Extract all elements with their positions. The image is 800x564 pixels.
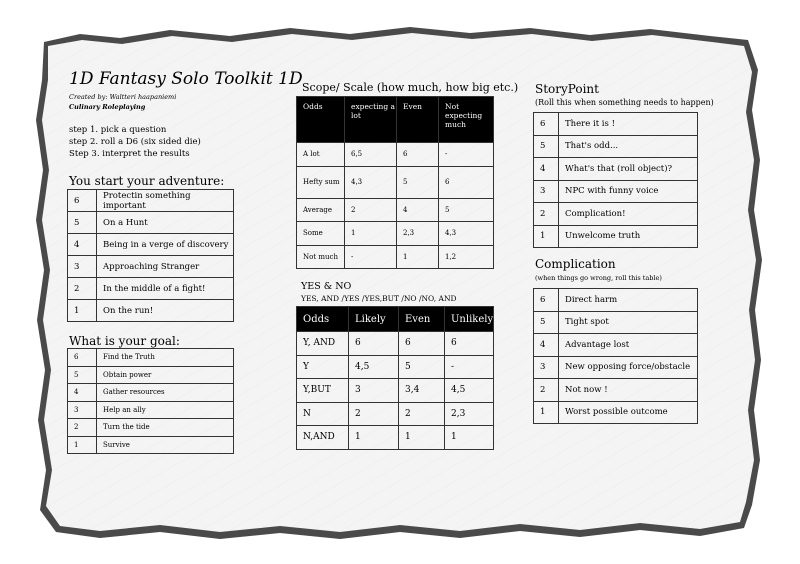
result-text: On a Hunt (97, 212, 234, 234)
table-row (534, 311, 698, 334)
result-text: Find the Truth (97, 349, 234, 367)
table-cell: Average (297, 198, 345, 222)
roll-value: 3 (534, 356, 559, 379)
roll-value: 2 (68, 419, 97, 437)
table-row (534, 356, 698, 379)
result-text: Gather resources (97, 384, 234, 402)
result-text: Complication! (559, 203, 698, 226)
table-row (297, 166, 494, 198)
roll-value: 3 (68, 401, 97, 419)
roll-value: 2 (534, 203, 559, 226)
table-cell: 2,3 (445, 402, 494, 426)
roll-value: 2 (534, 379, 559, 402)
result-text: Approaching Stranger (97, 256, 234, 278)
roll-value: 5 (534, 311, 559, 334)
table-cell: 3 (349, 379, 399, 403)
table-cell: Some (297, 222, 345, 246)
table-cell: Y (297, 355, 349, 379)
table-cell: 6 (349, 332, 399, 356)
table-cell: 2,3 (397, 222, 439, 246)
author-credit: Created by: Waltteri haapaniemi (69, 93, 177, 101)
roll-value: 4 (68, 234, 97, 256)
table-cell: 4,3 (345, 166, 397, 198)
scope-table (296, 96, 494, 269)
instructions (69, 124, 201, 160)
table-row (297, 402, 494, 426)
table-cell: - (439, 143, 494, 167)
complication-heading: Complication (535, 257, 616, 271)
result-text: New opposing force/obstacle (559, 356, 698, 379)
roll-value: 2 (68, 278, 97, 300)
table-cell: 5 (439, 198, 494, 222)
column-header: Likely (349, 307, 399, 332)
result-text: Help an ally (97, 401, 234, 419)
table-cell: 6 (445, 332, 494, 356)
result-text: On the run! (97, 300, 234, 322)
table-row (534, 180, 698, 203)
roll-value: 6 (534, 113, 559, 136)
roll-value: 1 (534, 401, 559, 424)
column-header: Odds (297, 307, 349, 332)
table-cell: 5 (397, 166, 439, 198)
table-row (68, 349, 234, 367)
result-text: Unwelcome truth (559, 225, 698, 248)
table-cell: 4,3 (439, 222, 494, 246)
table-cell: 2 (345, 198, 397, 222)
result-text: What's that (roll object)? (559, 158, 698, 181)
table-cell: 4 (397, 198, 439, 222)
step-3: Step 3. interpret the results (69, 149, 190, 159)
step-2: step 2. roll a D6 (six sided die) (69, 137, 201, 147)
table-row (534, 379, 698, 402)
column-header: Even (397, 97, 439, 143)
roll-value: 5 (534, 135, 559, 158)
table-row (534, 113, 698, 136)
result-text: That's odd... (559, 135, 698, 158)
result-text: Survive (97, 436, 234, 454)
table-row (297, 143, 494, 167)
table-cell: 1 (399, 426, 445, 450)
roll-value: 1 (68, 436, 97, 454)
storypoint-subheading: (Roll this when something needs to happen) (535, 98, 714, 107)
table-row (534, 158, 698, 181)
table-row (68, 401, 234, 419)
publisher-label: Culinary Roleplaying (69, 103, 146, 111)
table-row (534, 225, 698, 248)
table-row (68, 366, 234, 384)
roll-value: 6 (68, 190, 97, 212)
result-text: Protectin something important (97, 190, 234, 212)
roll-value: 4 (68, 384, 97, 402)
table-cell: - (445, 355, 494, 379)
table-cell: 6 (399, 332, 445, 356)
roll-value: 1 (534, 225, 559, 248)
roll-value: 4 (534, 334, 559, 357)
result-text: Being in a verge of discovery (97, 234, 234, 256)
table-row (534, 135, 698, 158)
roll-value: 4 (534, 158, 559, 181)
complication-subheading: (when things go wrong, roll this table) (535, 274, 662, 282)
table-row (68, 300, 234, 322)
table-row (297, 426, 494, 450)
table-row (297, 379, 494, 403)
result-text: Advantage lost (559, 334, 698, 357)
result-text: Obtain power (97, 366, 234, 384)
yesno-table (296, 306, 494, 450)
table-header-row (297, 97, 494, 143)
table-row (68, 419, 234, 437)
page-title: 1D Fantasy Solo Toolkit 1D (69, 69, 303, 89)
table-row (68, 278, 234, 300)
column-header: Odds (297, 97, 345, 143)
table-cell: N (297, 402, 349, 426)
result-text: Not now ! (559, 379, 698, 402)
table-row (297, 332, 494, 356)
table-cell: 5 (399, 355, 445, 379)
result-text: Tight spot (559, 311, 698, 334)
result-text: There it is ! (559, 113, 698, 136)
table-row (297, 222, 494, 246)
table-cell: 2 (349, 402, 399, 426)
table-header-row (297, 307, 494, 332)
table-cell: Not much (297, 245, 345, 269)
table-row (297, 355, 494, 379)
table-row (68, 384, 234, 402)
yesno-heading: YES & NO (301, 281, 352, 292)
roll-value: 3 (68, 256, 97, 278)
table-cell: - (345, 245, 397, 269)
storypoint-heading: StoryPoint (535, 82, 599, 96)
result-text: NPC with funny voice (559, 180, 698, 203)
table-row (68, 256, 234, 278)
roll-value: 1 (68, 300, 97, 322)
table-cell: Y, AND (297, 332, 349, 356)
table-cell: 4,5 (445, 379, 494, 403)
storypoint-table (533, 112, 698, 248)
adventure-table (67, 189, 234, 322)
table-cell: Hefty sum (297, 166, 345, 198)
complication-table (533, 288, 698, 424)
table-cell: N,AND (297, 426, 349, 450)
table-cell: A lot (297, 143, 345, 167)
result-text: Worst possible outcome (559, 401, 698, 424)
roll-value: 5 (68, 212, 97, 234)
table-row (534, 203, 698, 226)
table-cell: 4,5 (349, 355, 399, 379)
roll-value: 3 (534, 180, 559, 203)
table-row (68, 212, 234, 234)
table-cell: 6 (439, 166, 494, 198)
table-row (534, 401, 698, 424)
table-cell: 1 (397, 245, 439, 269)
result-text: Turn the tide (97, 419, 234, 437)
adventure-heading: You start your adventure: (69, 174, 225, 188)
table-cell: 6,5 (345, 143, 397, 167)
result-text: In the middle of a fight! (97, 278, 234, 300)
table-cell: 1,2 (439, 245, 494, 269)
step-1: step 1. pick a question (69, 125, 167, 135)
result-text: Direct harm (559, 289, 698, 312)
goal-heading: What is your goal: (69, 334, 180, 348)
roll-value: 6 (68, 349, 97, 367)
table-row (534, 289, 698, 312)
table-cell: 1 (345, 222, 397, 246)
table-cell: Y,BUT (297, 379, 349, 403)
scope-heading: Scope/ Scale (how much, how big etc.) (302, 81, 519, 94)
column-header: Even (399, 307, 445, 332)
table-row (68, 190, 234, 212)
table-cell: 3,4 (399, 379, 445, 403)
table-row (534, 334, 698, 357)
roll-value: 6 (534, 289, 559, 312)
table-cell: 1 (445, 426, 494, 450)
table-row (68, 234, 234, 256)
roll-value: 5 (68, 366, 97, 384)
table-row (68, 436, 234, 454)
table-cell: 1 (349, 426, 399, 450)
column-header: Not expecting much (439, 97, 494, 143)
goal-table (67, 348, 234, 454)
yesno-subheading: YES, AND /YES /YES,BUT /NO /NO, AND (301, 294, 457, 303)
table-row (297, 245, 494, 269)
column-header: expecting a lot (345, 97, 397, 143)
column-header: Unlikely (445, 307, 494, 332)
table-cell: 6 (397, 143, 439, 167)
table-row (297, 198, 494, 222)
table-cell: 2 (399, 402, 445, 426)
